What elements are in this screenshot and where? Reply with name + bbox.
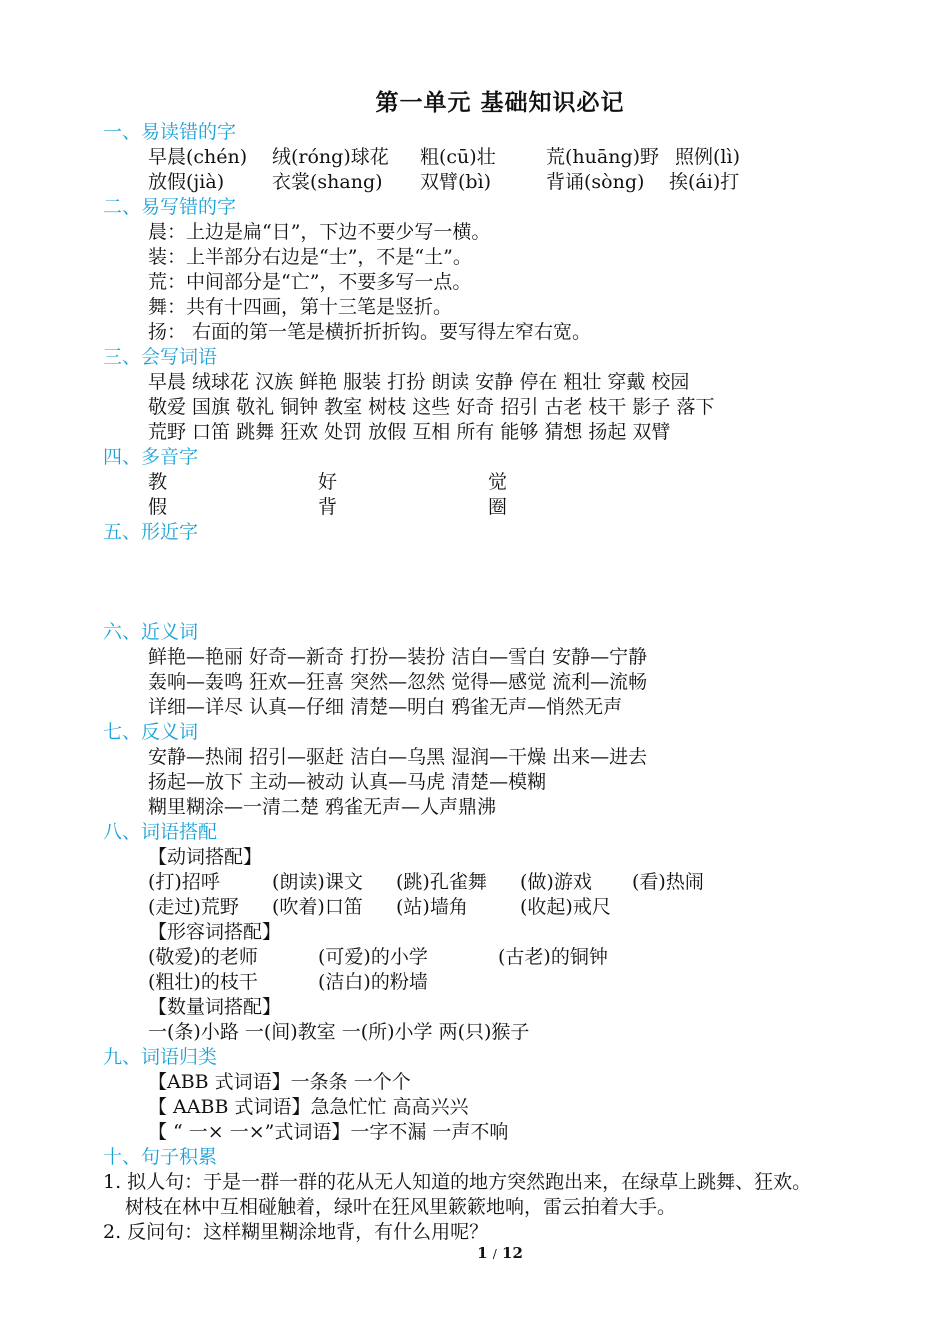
collocation-item: (洁白)的粉墙	[318, 971, 428, 993]
adjective-collocation-label: 【形容词搭配】	[148, 921, 282, 943]
miswrite-line: 装：上半部分右边是“士”，不是“土”。	[148, 246, 472, 268]
miswrite-line: 扬： 右面的第一笔是横折折折钩。要写得左窄右宽。	[148, 321, 592, 343]
synonym-line: 详细—详尽 认真—仔细 清楚—明白 鸦雀无声—悄然无声	[148, 696, 623, 718]
misread-row-1	[103, 145, 923, 170]
misread-item: 衣裳(shang)	[272, 171, 383, 193]
page-title: 第一单元 基础知识必记	[375, 89, 625, 116]
collocation-item: (吹着)口笛	[272, 896, 363, 918]
polyphone-char: 背	[318, 496, 338, 518]
heading-similar-chars: 五、形近字	[103, 521, 199, 543]
blank-area	[103, 545, 923, 620]
heading-easy-misread: 一、易读错的字	[103, 121, 237, 143]
collocation-item: (站)墙角	[396, 896, 468, 918]
miswrite-line: 舞：共有十四画，第十三笔是竖折。	[148, 296, 453, 318]
verb-collocation-row-2	[103, 895, 923, 920]
sentence-item-1-continued: 树枝在林中互相碰触着，绿叶在狂风里簌簌地响，雷云拍着大手。	[125, 1196, 677, 1218]
misread-item: 荒(huāng)野	[546, 146, 660, 168]
polyphone-char: 假	[148, 496, 168, 518]
quantifier-collocation-label: 【数量词搭配】	[148, 996, 282, 1018]
polyphone-row-2	[103, 495, 923, 520]
heading-synonyms: 六、近义词	[103, 621, 199, 643]
word-category-line: 【 “ 一× 一×”式词语】一字不漏 一声不响	[148, 1121, 509, 1143]
heading-polyphones: 四、多音字	[103, 446, 199, 468]
misread-row-2	[103, 170, 923, 195]
adjective-collocation-row-2	[103, 970, 923, 995]
sentence-item-1: 1. 拟人句：于是一群一群的花从无人知道的地方突然跑出来，在绿草上跳舞、狂欢。	[103, 1171, 812, 1193]
heading-word-categories: 九、词语归类	[103, 1046, 218, 1068]
misread-item: 双臂(bì)	[420, 171, 492, 193]
page-number	[0, 1244, 950, 1262]
miswrite-line: 荒：中间部分是“亡”，不要多写一点。	[148, 271, 472, 293]
polyphone-char: 好	[318, 471, 338, 493]
misread-item: 绒(róng)球花	[272, 146, 389, 168]
collocation-item: (做)游戏	[520, 871, 592, 893]
total-pages: 12	[502, 1244, 523, 1262]
misread-item: 粗(cū)壮	[420, 146, 496, 168]
synonym-line: 轰响—轰鸣 狂欢—狂喜 突然—忽然 觉得—感觉 流利—流畅	[148, 671, 648, 693]
collocation-item: (敬爱)的老师	[148, 946, 258, 968]
misread-item: 照例(lì)	[675, 146, 740, 168]
write-words-line: 荒野 口笛 跳舞 狂欢 处罚 放假 互相 所有 能够 猜想 扬起 双臂	[148, 421, 671, 443]
sentence-item-2: 2. 反问句：这样糊里糊涂地背，有什么用呢？	[103, 1221, 489, 1243]
polyphone-char: 觉	[488, 471, 508, 493]
miswrite-line: 晨：上边是扁“日”，下边不要少写一横。	[148, 221, 491, 243]
collocation-item: (打)招呼	[148, 871, 220, 893]
heading-sentences: 十、句子积累	[103, 1146, 218, 1168]
misread-item: 放假(jià)	[148, 171, 225, 193]
heading-easy-miswrite: 二、易写错的字	[103, 196, 237, 218]
misread-item: 背诵(sòng)	[546, 171, 645, 193]
heading-write-words: 三、会写词语	[103, 346, 218, 368]
adjective-collocation-row-1	[103, 945, 923, 970]
write-words-line: 敬爱 国旗 敬礼 铜钟 教室 树枝 这些 好奇 招引 古老 枝干 影子 落下	[148, 396, 715, 418]
polyphone-row-1	[103, 470, 923, 495]
page-separator: /	[492, 1247, 497, 1261]
heading-antonyms: 七、反义词	[103, 721, 199, 743]
heading-collocations: 八、词语搭配	[103, 821, 218, 843]
content	[103, 120, 923, 1245]
antonym-line: 安静—热闹 招引—驱赶 洁白—乌黑 湿润—干燥 出来—进去	[148, 746, 648, 768]
synonym-line: 鲜艳—艳丽 好奇—新奇 打扮—装扮 洁白—雪白 安静—宁静	[148, 646, 648, 668]
collocation-item: (古老)的铜钟	[498, 946, 608, 968]
misread-item: 挨(ái)打	[669, 171, 740, 193]
collocation-item: (粗壮)的枝干	[148, 971, 258, 993]
quantifier-collocation-line: 一(条)小路 一(间)教室 一(所)小学 两(只)猴子	[148, 1021, 530, 1043]
collocation-item: (跳)孔雀舞	[396, 871, 487, 893]
antonym-line: 糊里糊涂—一清二楚 鸦雀无声—人声鼎沸	[148, 796, 497, 818]
collocation-item: (走过)荒野	[148, 896, 239, 918]
polyphone-char: 教	[148, 471, 168, 493]
misread-item: 早晨(chén)	[148, 146, 248, 168]
verb-collocation-row-1	[103, 870, 923, 895]
collocation-item: (可爱)的小学	[318, 946, 428, 968]
antonym-line: 扬起—放下 主动—被动 认真—马虎 清楚—模糊	[148, 771, 547, 793]
collocation-item: (看)热闹	[632, 871, 704, 893]
word-category-line: 【ABB 式词语】一条条 一个个	[148, 1071, 411, 1093]
write-words-line: 早晨 绒球花 汉族 鲜艳 服装 打扮 朗读 安静 停在 粗壮 穿戴 校园	[148, 371, 690, 393]
polyphone-char: 圈	[488, 496, 508, 518]
collocation-item: (收起)戒尺	[520, 896, 611, 918]
collocation-item: (朗读)课文	[272, 871, 363, 893]
current-page: 1	[477, 1244, 488, 1262]
verb-collocation-label: 【动词搭配】	[148, 846, 263, 868]
word-category-line: 【 AABB 式词语】急急忙忙 高高兴兴	[148, 1096, 469, 1118]
